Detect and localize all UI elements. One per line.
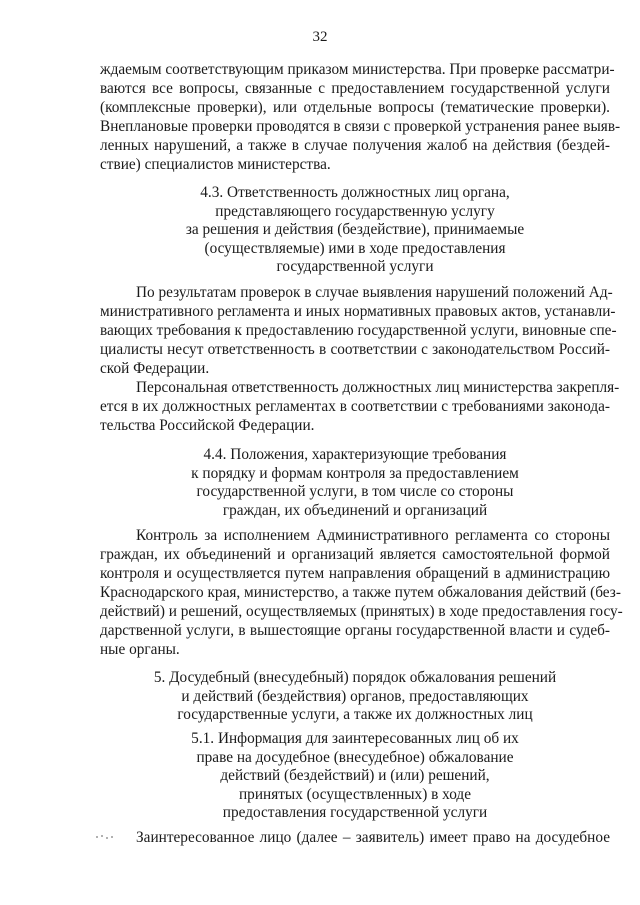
text-line: действий) и решений, осуществляемых (принятых) в ходе предоставления госу- bbox=[100, 603, 623, 620]
page-number: 32 bbox=[312, 29, 328, 45]
heading-line: (осуществляемые) ими в ходе предоставления bbox=[204, 239, 506, 257]
section-heading-5-1 bbox=[100, 730, 610, 823]
text-line: Заинтересованное лицо (далее – заявитель) имеет право на досудебное bbox=[136, 829, 610, 846]
text-line: ные органы. bbox=[100, 641, 180, 658]
heading-line: 5. Досудебный (внесудебный) порядок обжалования решений bbox=[153, 669, 557, 686]
text-line: дарственной услуги, в вышестоящие органы государственной власти и судеб- bbox=[100, 622, 610, 639]
heading-line: к порядку и формам контроля за предоставлением bbox=[191, 464, 519, 482]
text-line: вающих требования к предоставлению государственной услуги, виновные спе- bbox=[100, 322, 617, 339]
text-line: ствие) специалистов министерства. bbox=[100, 156, 331, 173]
text-line: Внеплановые проверки проводятся в связи с проверкой устранения ранее выяв- bbox=[100, 118, 621, 135]
text-line: контроля и осуществляется путем направления обращений в администрацию bbox=[100, 565, 610, 582]
text-line: ской Федерации. bbox=[100, 360, 210, 377]
text-line: ленных нарушений, а также в случае получения жалоб на действия (бездей- bbox=[100, 137, 610, 154]
heading-line: 4.3. Ответственность должностных лиц органа, bbox=[200, 184, 510, 201]
section-heading-4-4 bbox=[100, 446, 610, 520]
text-line: ваются все вопросы, связанные с предоставлением государственной услуги bbox=[100, 80, 610, 97]
heading-line: государственной услуги, в том числе со стороны bbox=[196, 483, 514, 501]
heading-line: действий (бездействий) и (или) решений, bbox=[220, 767, 490, 785]
heading-line: за решения и действия (бездействие), принимаемые bbox=[185, 221, 525, 239]
section-heading-4-3 bbox=[100, 184, 610, 277]
heading-line: государственные услуги, а также их должностных лиц bbox=[177, 706, 533, 724]
text-line: циалисты несут ответственность в соответствии с законодательством Россий- bbox=[100, 341, 610, 358]
heading-line: принятых (осуществленных) в ходе bbox=[238, 785, 471, 803]
heading-line: представляющего государственную услугу bbox=[215, 202, 495, 220]
text-line: ется в их должностных регламентах в соответствии с требованиями законода- bbox=[100, 398, 610, 415]
text-line: Краснодарского края, министерство, а также путем обжалования действий (без- bbox=[100, 584, 621, 601]
text-line: ждаемым соответствующим приказом министерства. При проверке рассматри- bbox=[100, 61, 615, 78]
heading-line: граждан, их объединений и организаций bbox=[222, 501, 488, 519]
heading-line: государственной услуги bbox=[276, 258, 434, 276]
text-line: граждан, их объединений и организаций является самостоятельной формой bbox=[100, 546, 610, 563]
heading-line: предоставления государственной услуги bbox=[222, 804, 488, 822]
text-line: Персональная ответственность должностных лиц министерства закрепля- bbox=[136, 379, 620, 396]
heading-line: 4.4. Положения, характеризующие требования bbox=[203, 446, 507, 463]
text-line: министративного регламента и иных нормативных правовых актов, устанавли- bbox=[100, 303, 616, 320]
heading-line: и действий (бездействия) органов, предоставляющих bbox=[181, 687, 529, 705]
text-line: Контроль за исполнением Административного регламента со стороны bbox=[136, 527, 610, 544]
section-heading-5 bbox=[100, 669, 610, 725]
text-line: тельства Российской Федерации. bbox=[100, 417, 315, 434]
text-line: (комплексные проверки), или отдельные вопросы (тематические проверки). bbox=[100, 99, 610, 116]
heading-line: 5.1. Информация для заинтересованных лиц об их bbox=[191, 730, 519, 747]
heading-line: праве на досудебное (внесудебное) обжалование bbox=[196, 748, 514, 766]
text-line: По результатам проверок в случае выявления нарушений положений Ад- bbox=[136, 284, 613, 301]
